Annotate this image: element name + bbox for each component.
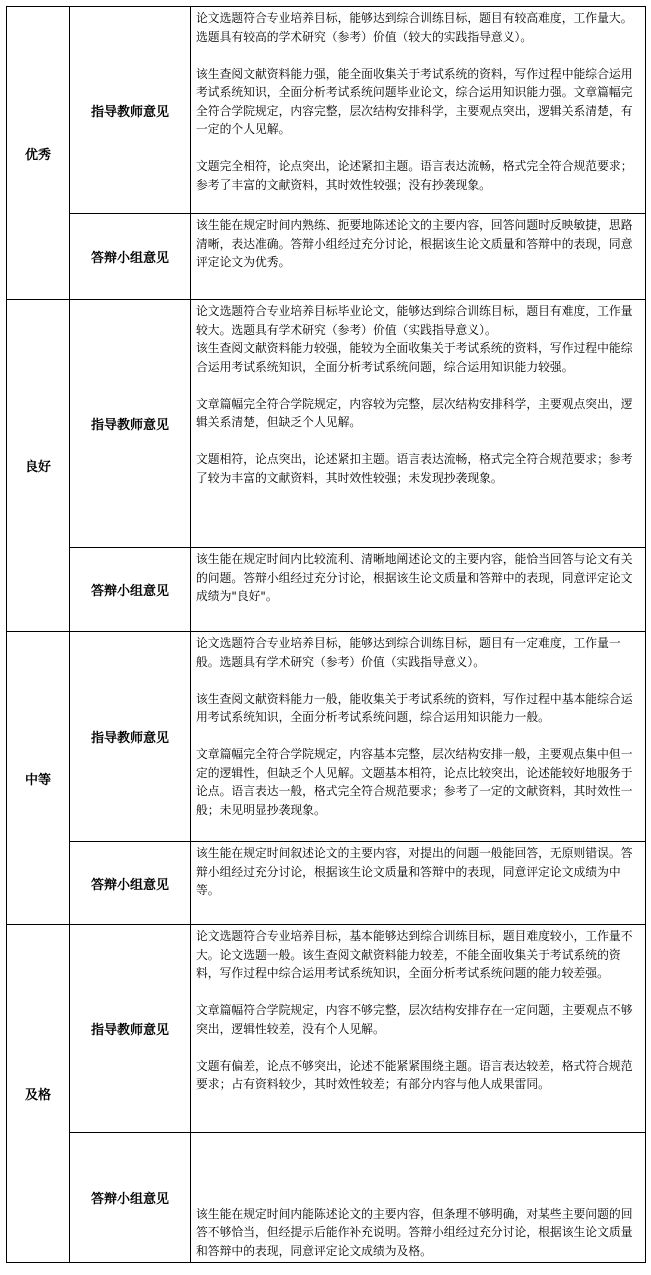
advisor-opinion-text: [191, 7, 646, 214]
grade-row-excellent-advisor: [7, 7, 646, 214]
committee-opinion-label: 答辩小组意见: [70, 214, 191, 300]
advisor-opinion-label: 指导教师意见: [70, 925, 191, 1133]
advisor-paragraph: 论文选题符合专业培养目标毕业论文，能够达到综合训练目标，题目有难度，工作量较大。选题具有学术研究（参考）价值（实践指导意义）。: [196, 304, 633, 337]
grade-row-pass-advisor: [7, 925, 646, 1133]
advisor-opinion-label: 指导教师意见: [70, 300, 191, 548]
advisor-paragraph: 文章篇幅完全符合学院规定，内容较为完整，层次结构安排科学，主要观点突出，逻辑关系清楚，但缺乏个人见解。: [196, 396, 633, 429]
advisor-paragraph: 文题有偏差，论点不够突出，论述不能紧紧围绕主题。语言表达较差，格式符合规范要求；占有资料较少，其时效性较差；有部分内容与他人成果雷同。: [196, 1058, 633, 1091]
committee-opinion-label: 答辩小组意见: [70, 842, 191, 925]
grade-label: 良好: [7, 300, 70, 632]
advisor-paragraph: 论文选题符合专业培养目标，能够达到综合训练目标，题目有一定难度，工作量一般。选题具有学术研究（参考）价值（实践指导意义）。: [196, 636, 621, 669]
advisor-opinion-text: [191, 632, 646, 842]
committee-opinion-text: 该生能在规定时间叙述论文的主要内容，对提出的问题一般能回答，无原则错误。答辩小组经过充分讨论，根据该生论文质量和答辩中的表现，同意评定论文成绩为中等。: [191, 842, 646, 925]
advisor-paragraph: 文题完全相符，论点突出，论述紧扣主题。语言表达流畅，格式完全符合规范要求；参考了丰富的文献资料，其时效性较强；没有抄袭现象。: [196, 159, 633, 192]
committee-opinion-text: 该生能在规定时间内能陈述论文的主要内容，但条理不够明确，对某些主要问题的回答不够恰当，但经提示后能作补充说明。答辩小组经过充分讨论，根据该生论文质量和答辩中的表现，同意评定论文成绩为及格。: [191, 1133, 646, 1263]
advisor-paragraph: 该生查阅文献资料能力强，能全面收集关于考试系统的资料，写作过程中能综合运用考试系统知识，全面分析考试系统问题毕业论文，综合运用知识能力强。文章篇幅完全符合学院规定，内容完整，层次结构安排科学，主要观点突出，逻辑关系清楚，有一定的个人见解。: [196, 66, 633, 136]
advisor-paragraph: 文章篇幅完全符合学院规定，内容基本完整，层次结构安排一般，主要观点集中但一定的逻辑性，但缺乏个人见解。文题基本相符，论点比较突出，论述能较好地服务于论点。语言表达一般，格式完全符合规范要求；参考了一定的文献资料，其时效性一般；未见明显抄袭现象。: [196, 747, 633, 817]
committee-opinion-label: 答辩小组意见: [70, 548, 191, 632]
advisor-opinion-label: 指导教师意见: [70, 632, 191, 842]
committee-opinion-label: 答辩小组意见: [70, 1133, 191, 1263]
advisor-paragraph: 论文选题符合专业培养目标，能够达到综合训练目标，题目有较高难度，工作量大。选题具有较高的学术研究（参考）价值（较大的实践指导意义）。: [196, 11, 633, 44]
grade-row-good-advisor: [7, 300, 646, 548]
grade-row-pass-committee: [7, 1133, 646, 1263]
grade-label: 中等: [7, 632, 70, 925]
grade-row-medium-advisor: [7, 632, 646, 842]
advisor-paragraph: 该生查阅文献资料能力较强，能较为全面收集关于考试系统的资料，写作过程中能综合运用考试系统知识，全面分析考试系统问题，综合运用知识能力较强。: [196, 341, 633, 374]
advisor-paragraph: 文题相符，论点突出，论述紧扣主题。语言表达流畅，格式完全符合规范要求；参考了较为丰富的文献资料，其时效性较强；未发现抄袭现象。: [196, 452, 633, 485]
grade-label: 及格: [7, 925, 70, 1263]
grade-row-excellent-committee: [7, 214, 646, 300]
advisor-opinion-text: [191, 300, 646, 548]
advisor-opinion-text: [191, 925, 646, 1133]
advisor-opinion-label: 指导教师意见: [70, 7, 191, 214]
grading-criteria-table: [6, 6, 646, 1263]
grade-row-good-committee: [7, 548, 646, 632]
advisor-paragraph: 文章篇幅符合学院规定，内容不够完整，层次结构安排存在一定问题，主要观点不够突出，逻辑性较差，没有个人见解。: [196, 1003, 633, 1036]
advisor-paragraph: 该生查阅文献资料能力一般，能收集关于考试系统的资料，写作过程中基本能综合运用考试系统知识，全面分析考试系统问题，综合运用知识能力一般。: [196, 691, 633, 724]
advisor-paragraph: 论文选题符合专业培养目标，基本能够达到综合训练目标，题目难度较小，工作量不大。论文选题一般。该生查阅文献资料能力较差，不能全面收集关于考试系统的资料，写作过程中综合运用考试系统知识，全面分析考试系统问题的能力较差强。: [196, 929, 633, 980]
committee-opinion-text: 该生能在规定时间内比较流利、清晰地阐述论文的主要内容，能恰当回答与论文有关的问题。答辩小组经过充分讨论，根据该生论文质量和答辩中的表现，同意评定论文成绩为"良好"。: [191, 548, 646, 632]
committee-opinion-text: 该生能在规定时间内熟练、扼要地陈述论文的主要内容，回答问题时反映敏捷，思路清晰，表达准确。答辩小组经过充分讨论，根据该生论文质量和答辩中的表现，同意评定论文为优秀。: [191, 214, 646, 300]
grade-row-medium-committee: [7, 842, 646, 925]
grade-label: 优秀: [7, 7, 70, 300]
